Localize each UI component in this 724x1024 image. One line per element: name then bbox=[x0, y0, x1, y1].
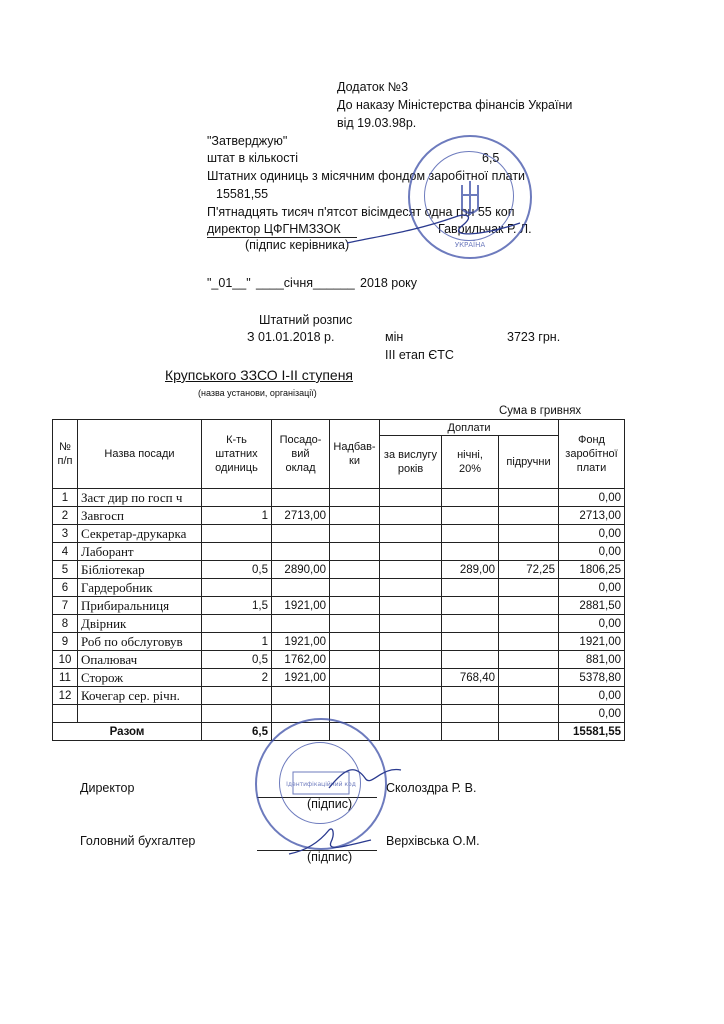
row-bonus bbox=[330, 651, 380, 669]
row-count bbox=[202, 543, 272, 561]
accountant-signature-icon bbox=[285, 820, 375, 860]
row-night bbox=[442, 597, 499, 615]
row-textbooks bbox=[499, 597, 559, 615]
row-fund: 0,00 bbox=[559, 489, 625, 507]
row-seniority bbox=[380, 579, 442, 597]
row-number: 4 bbox=[53, 543, 78, 561]
row-bonus bbox=[330, 525, 380, 543]
row-number: 12 bbox=[53, 687, 78, 705]
staff-table bbox=[52, 419, 625, 741]
row-textbooks bbox=[499, 651, 559, 669]
row-textbooks bbox=[499, 705, 559, 723]
table-row bbox=[53, 525, 625, 543]
principal-signature-icon bbox=[325, 758, 405, 798]
table-row bbox=[53, 543, 625, 561]
row-textbooks bbox=[499, 489, 559, 507]
row-night bbox=[442, 705, 499, 723]
row-night bbox=[442, 525, 499, 543]
row-position: Опалювач bbox=[78, 651, 202, 669]
director-organization: директор ЦФГНМЗЗОК bbox=[207, 222, 341, 236]
table-row bbox=[53, 489, 625, 507]
institution-name: Крупського ЗЗСО І-ІІ ступеня bbox=[165, 367, 354, 383]
appendix-number: Додаток №3 bbox=[337, 80, 409, 94]
row-salary bbox=[272, 543, 330, 561]
total-label: Разом bbox=[53, 723, 202, 741]
row-salary: 1921,00 bbox=[272, 669, 330, 687]
director-signature-icon bbox=[345, 205, 525, 255]
director-name: Сколоздра Р. В. bbox=[386, 781, 477, 795]
row-textbooks bbox=[499, 687, 559, 705]
row-number: 5 bbox=[53, 561, 78, 579]
row-number: 10 bbox=[53, 651, 78, 669]
header-position: Назва посади bbox=[78, 420, 202, 489]
row-position bbox=[78, 705, 202, 723]
approval-date-year: 2018 року bbox=[360, 276, 418, 290]
row-bonus bbox=[330, 669, 380, 687]
header-number: № п/п bbox=[53, 420, 78, 489]
row-number: 1 bbox=[53, 489, 78, 507]
table-row bbox=[53, 687, 625, 705]
row-night bbox=[442, 579, 499, 597]
row-position: Двірник bbox=[78, 615, 202, 633]
row-night bbox=[442, 633, 499, 651]
row-bonus bbox=[330, 633, 380, 651]
row-night bbox=[442, 651, 499, 669]
row-position: Лаборант bbox=[78, 543, 202, 561]
row-number: 7 bbox=[53, 597, 78, 615]
accountant-name: Верхівська О.М. bbox=[386, 834, 480, 848]
row-night bbox=[442, 687, 499, 705]
row-count: 1 bbox=[202, 633, 272, 651]
row-night: 289,00 bbox=[442, 561, 499, 579]
approver-name: Гаврильчак Р. Л. bbox=[438, 222, 532, 236]
row-position: Роб по обслуговув bbox=[78, 633, 202, 651]
row-fund: 1806,25 bbox=[559, 561, 625, 579]
row-count: 1,5 bbox=[202, 597, 272, 615]
row-fund: 881,00 bbox=[559, 651, 625, 669]
row-seniority bbox=[380, 507, 442, 525]
order-date: від 19.03.98р. bbox=[337, 116, 417, 130]
header-night: нічні, 20% bbox=[442, 436, 499, 489]
row-textbooks bbox=[499, 543, 559, 561]
row-fund: 1921,00 bbox=[559, 633, 625, 651]
row-seniority bbox=[380, 687, 442, 705]
header-salary: Посадо-вий оклад bbox=[272, 420, 330, 489]
row-number: 9 bbox=[53, 633, 78, 651]
row-bonus bbox=[330, 561, 380, 579]
accountant-sign-hint: (підпис) bbox=[307, 850, 353, 864]
row-seniority bbox=[380, 669, 442, 687]
row-seniority bbox=[380, 525, 442, 543]
row-textbooks bbox=[499, 633, 559, 651]
header-fund: Фонд заробітної плати bbox=[559, 420, 625, 489]
staff-count-label: штат в кількості bbox=[207, 151, 298, 165]
row-fund: 0,00 bbox=[559, 579, 625, 597]
row-count bbox=[202, 489, 272, 507]
row-count bbox=[202, 525, 272, 543]
row-fund: 5378,80 bbox=[559, 669, 625, 687]
row-number: 6 bbox=[53, 579, 78, 597]
row-position: Заст дир по госп ч bbox=[78, 489, 202, 507]
row-fund: 0,00 bbox=[559, 615, 625, 633]
header-bonus: Надбав-ки bbox=[330, 420, 380, 489]
director-sign-hint: (підпис) bbox=[307, 797, 353, 811]
row-fund: 0,00 bbox=[559, 705, 625, 723]
fund-amount: 15581,55 bbox=[216, 187, 269, 201]
row-position: Завгосп bbox=[78, 507, 202, 525]
total-fund: 15581,55 bbox=[559, 723, 625, 741]
table-row bbox=[53, 669, 625, 687]
row-number bbox=[53, 705, 78, 723]
row-seniority bbox=[380, 615, 442, 633]
row-textbooks bbox=[499, 525, 559, 543]
row-number: 2 bbox=[53, 507, 78, 525]
row-number: 11 bbox=[53, 669, 78, 687]
row-bonus bbox=[330, 597, 380, 615]
row-textbooks bbox=[499, 669, 559, 687]
table-row bbox=[53, 561, 625, 579]
row-count bbox=[202, 615, 272, 633]
row-night bbox=[442, 507, 499, 525]
approve-label: "Затверджую" bbox=[207, 134, 288, 148]
row-position: Кочегар сер. річн. bbox=[78, 687, 202, 705]
amount-in-words: П'ятнадцять тисяч п'ятсот вісімдесят одна грн 55 коп bbox=[207, 205, 515, 219]
row-salary bbox=[272, 687, 330, 705]
table-row bbox=[53, 597, 625, 615]
schedule-title: Штатний розпис bbox=[259, 313, 353, 327]
row-position: Гардеробник bbox=[78, 579, 202, 597]
total-count: 6,5 bbox=[202, 723, 272, 741]
schedule-from-date: З 01.01.2018 р. bbox=[247, 330, 335, 344]
row-position: Секретар-друкарка bbox=[78, 525, 202, 543]
row-seniority bbox=[380, 633, 442, 651]
staff-count-value: 6,5 bbox=[482, 151, 500, 165]
row-fund: 2881,50 bbox=[559, 597, 625, 615]
row-textbooks bbox=[499, 507, 559, 525]
row-salary: 1921,00 bbox=[272, 597, 330, 615]
row-textbooks bbox=[499, 579, 559, 597]
row-textbooks: 72,25 bbox=[499, 561, 559, 579]
minimum-label: мін bbox=[385, 330, 404, 344]
header-seniority: за вислугу років bbox=[380, 436, 442, 489]
row-count: 0,5 bbox=[202, 561, 272, 579]
order-reference: До наказу Міністерства фінансів України bbox=[337, 98, 573, 112]
row-bonus bbox=[330, 489, 380, 507]
approval-date-month: ____січня______ bbox=[256, 276, 355, 290]
row-seniority bbox=[380, 705, 442, 723]
row-seniority bbox=[380, 597, 442, 615]
units-fund-label: Штатних одиниць з місячним фондом заробітної плати bbox=[207, 169, 526, 183]
director-role: Директор bbox=[80, 781, 135, 795]
row-bonus bbox=[330, 507, 380, 525]
row-bonus bbox=[330, 687, 380, 705]
row-salary: 1921,00 bbox=[272, 633, 330, 651]
row-count: 2 bbox=[202, 669, 272, 687]
row-number: 3 bbox=[53, 525, 78, 543]
institution-hint: (назва установи, організації) bbox=[198, 388, 317, 398]
stamp-country-text: УКРАЇНА bbox=[454, 241, 486, 249]
row-textbooks bbox=[499, 615, 559, 633]
approval-date-day: "_01__" bbox=[207, 276, 251, 290]
row-salary: 2890,00 bbox=[272, 561, 330, 579]
row-position: Бібліотекар bbox=[78, 561, 202, 579]
row-count: 1 bbox=[202, 507, 272, 525]
row-salary bbox=[272, 579, 330, 597]
table-row bbox=[53, 633, 625, 651]
row-seniority bbox=[380, 543, 442, 561]
row-number: 8 bbox=[53, 615, 78, 633]
row-fund: 0,00 bbox=[559, 525, 625, 543]
row-bonus bbox=[330, 615, 380, 633]
table-row bbox=[53, 507, 625, 525]
row-bonus bbox=[330, 543, 380, 561]
table-header-row bbox=[53, 420, 625, 436]
row-fund: 2713,00 bbox=[559, 507, 625, 525]
header-textbooks: підручни bbox=[499, 436, 559, 489]
accountant-role: Головний бухгалтер bbox=[80, 834, 196, 848]
row-count bbox=[202, 579, 272, 597]
header-count: К-ть штатних одиниць bbox=[202, 420, 272, 489]
row-seniority bbox=[380, 489, 442, 507]
row-night bbox=[442, 543, 499, 561]
row-night: 768,40 bbox=[442, 669, 499, 687]
row-night bbox=[442, 615, 499, 633]
row-count: 0,5 bbox=[202, 651, 272, 669]
row-night bbox=[442, 489, 499, 507]
tariff-stage: ІІІ етап ЄТС bbox=[385, 348, 454, 362]
row-fund: 0,00 bbox=[559, 543, 625, 561]
row-position: Прибиральниця bbox=[78, 597, 202, 615]
row-salary: 2713,00 bbox=[272, 507, 330, 525]
stamp-code-text: Ідентифікаційний код bbox=[286, 781, 356, 788]
row-salary bbox=[272, 489, 330, 507]
table-row bbox=[53, 615, 625, 633]
signature-hint: (підпис керівника) bbox=[245, 238, 350, 252]
row-count bbox=[202, 687, 272, 705]
currency-note: Сума в гривнях bbox=[499, 405, 582, 417]
row-salary bbox=[272, 525, 330, 543]
row-fund: 0,00 bbox=[559, 687, 625, 705]
row-salary bbox=[272, 615, 330, 633]
minimum-amount: 3723 грн. bbox=[507, 330, 561, 344]
row-bonus bbox=[330, 579, 380, 597]
row-seniority bbox=[380, 651, 442, 669]
row-position: Сторож bbox=[78, 669, 202, 687]
table-row bbox=[53, 579, 625, 597]
row-seniority bbox=[380, 561, 442, 579]
table-row bbox=[53, 651, 625, 669]
header-extra-payments: Доплати bbox=[380, 420, 559, 436]
row-salary: 1762,00 bbox=[272, 651, 330, 669]
